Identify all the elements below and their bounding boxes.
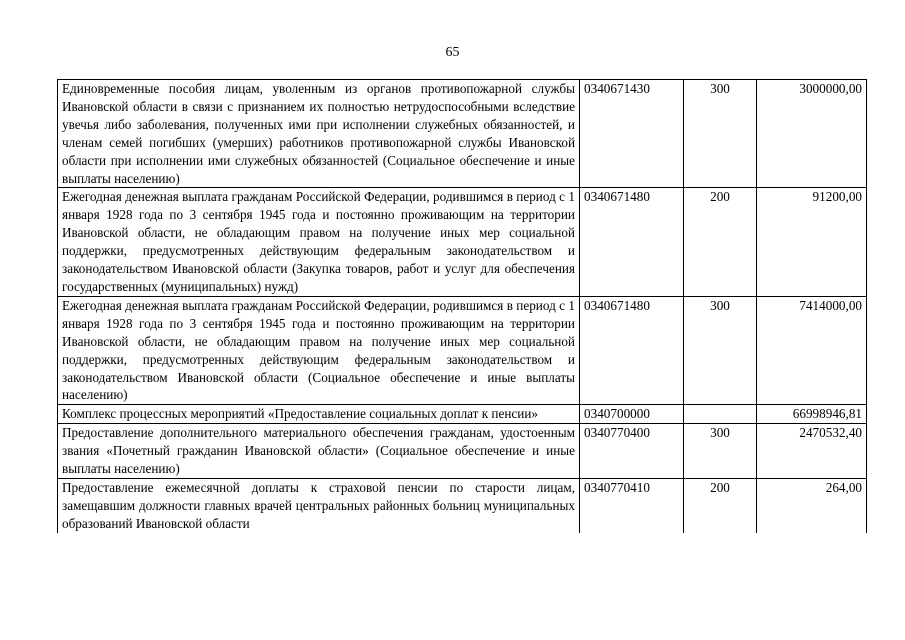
- budget-table: [57, 79, 867, 533]
- row-code-cell: 0340700000: [580, 405, 684, 424]
- row-code-cell: 0340671480: [580, 188, 684, 296]
- row-expense-type-cell: 300: [684, 80, 757, 188]
- row-amount-cell: 2470532,40: [757, 424, 867, 479]
- row-amount-cell: 66998946,81: [757, 405, 867, 424]
- table-row: [58, 424, 867, 479]
- row-expense-type-cell: 200: [684, 478, 757, 532]
- row-name-cell: Ежегодная денежная выплата гражданам Российской Федерации, родившимся в период с 1 января 1928 года по 3 сентября 1945 года и постоянно проживающим на территории Ивановской области, не обладающим правом на получение иных мер социальной поддержки, предусмотренных действующим федеральным законодательством и законодательством Ивановской области (Социальное обеспечение и иные выплаты населению): [58, 296, 580, 404]
- row-amount-cell: 91200,00: [757, 188, 867, 296]
- row-code-cell: 0340770410: [580, 478, 684, 532]
- row-amount-cell: 3000000,00: [757, 80, 867, 188]
- table-row: [58, 80, 867, 188]
- row-amount-cell: 264,00: [757, 478, 867, 532]
- row-name-cell: Предоставление ежемесячной доплаты к страховой пенсии по старости лицам, замещавшим должности главных врачей центральных районных больниц муниципальных образований Ивановской области: [58, 478, 580, 532]
- table-row: [58, 296, 867, 404]
- row-expense-type-cell: 300: [684, 296, 757, 404]
- row-expense-type-cell: 200: [684, 188, 757, 296]
- row-name-cell: Единовременные пособия лицам, уволенным из органов противопожарной службы Ивановской области в связи с признанием их полностью нетрудоспособными вследствие увечья либо заболевания, полученных ими при исполнении служебных обязанностей, и членам семей погибших (умерших) работников противопожарной службы Ивановской области при исполнении ими служебных обязанностей (Социальное обеспечение и иные выплаты населению): [58, 80, 580, 188]
- row-code-cell: 0340770400: [580, 424, 684, 479]
- table-row: [58, 478, 867, 532]
- page-number: 65: [445, 45, 460, 60]
- row-name-cell: Ежегодная денежная выплата гражданам Российской Федерации, родившимся в период с 1 января 1928 года по 3 сентября 1945 года и постоянно проживающим на территории Ивановской области, не обладающим правом на получение иных мер социальной поддержки, предусмотренных действующим федеральным законодательством и законодательством Ивановской области (Закупка товаров, работ и услуг для обеспечения государственных (муниципальных) нужд): [58, 188, 580, 296]
- table-row: [58, 188, 867, 296]
- row-code-cell: 0340671480: [580, 296, 684, 404]
- row-name-cell: Предоставление дополнительного материального обеспечения гражданам, удостоенным звания «Почетный гражданин Ивановской области» (Социальное обеспечение и иные выплаты населению): [58, 424, 580, 479]
- row-name-cell: Комплекс процессных мероприятий «Предоставление социальных доплат к пенсии»: [58, 405, 580, 424]
- table-row: [58, 405, 867, 424]
- row-amount-cell: 7414000,00: [757, 296, 867, 404]
- row-code-cell: 0340671430: [580, 80, 684, 188]
- row-expense-type-cell: [684, 405, 757, 424]
- row-expense-type-cell: 300: [684, 424, 757, 479]
